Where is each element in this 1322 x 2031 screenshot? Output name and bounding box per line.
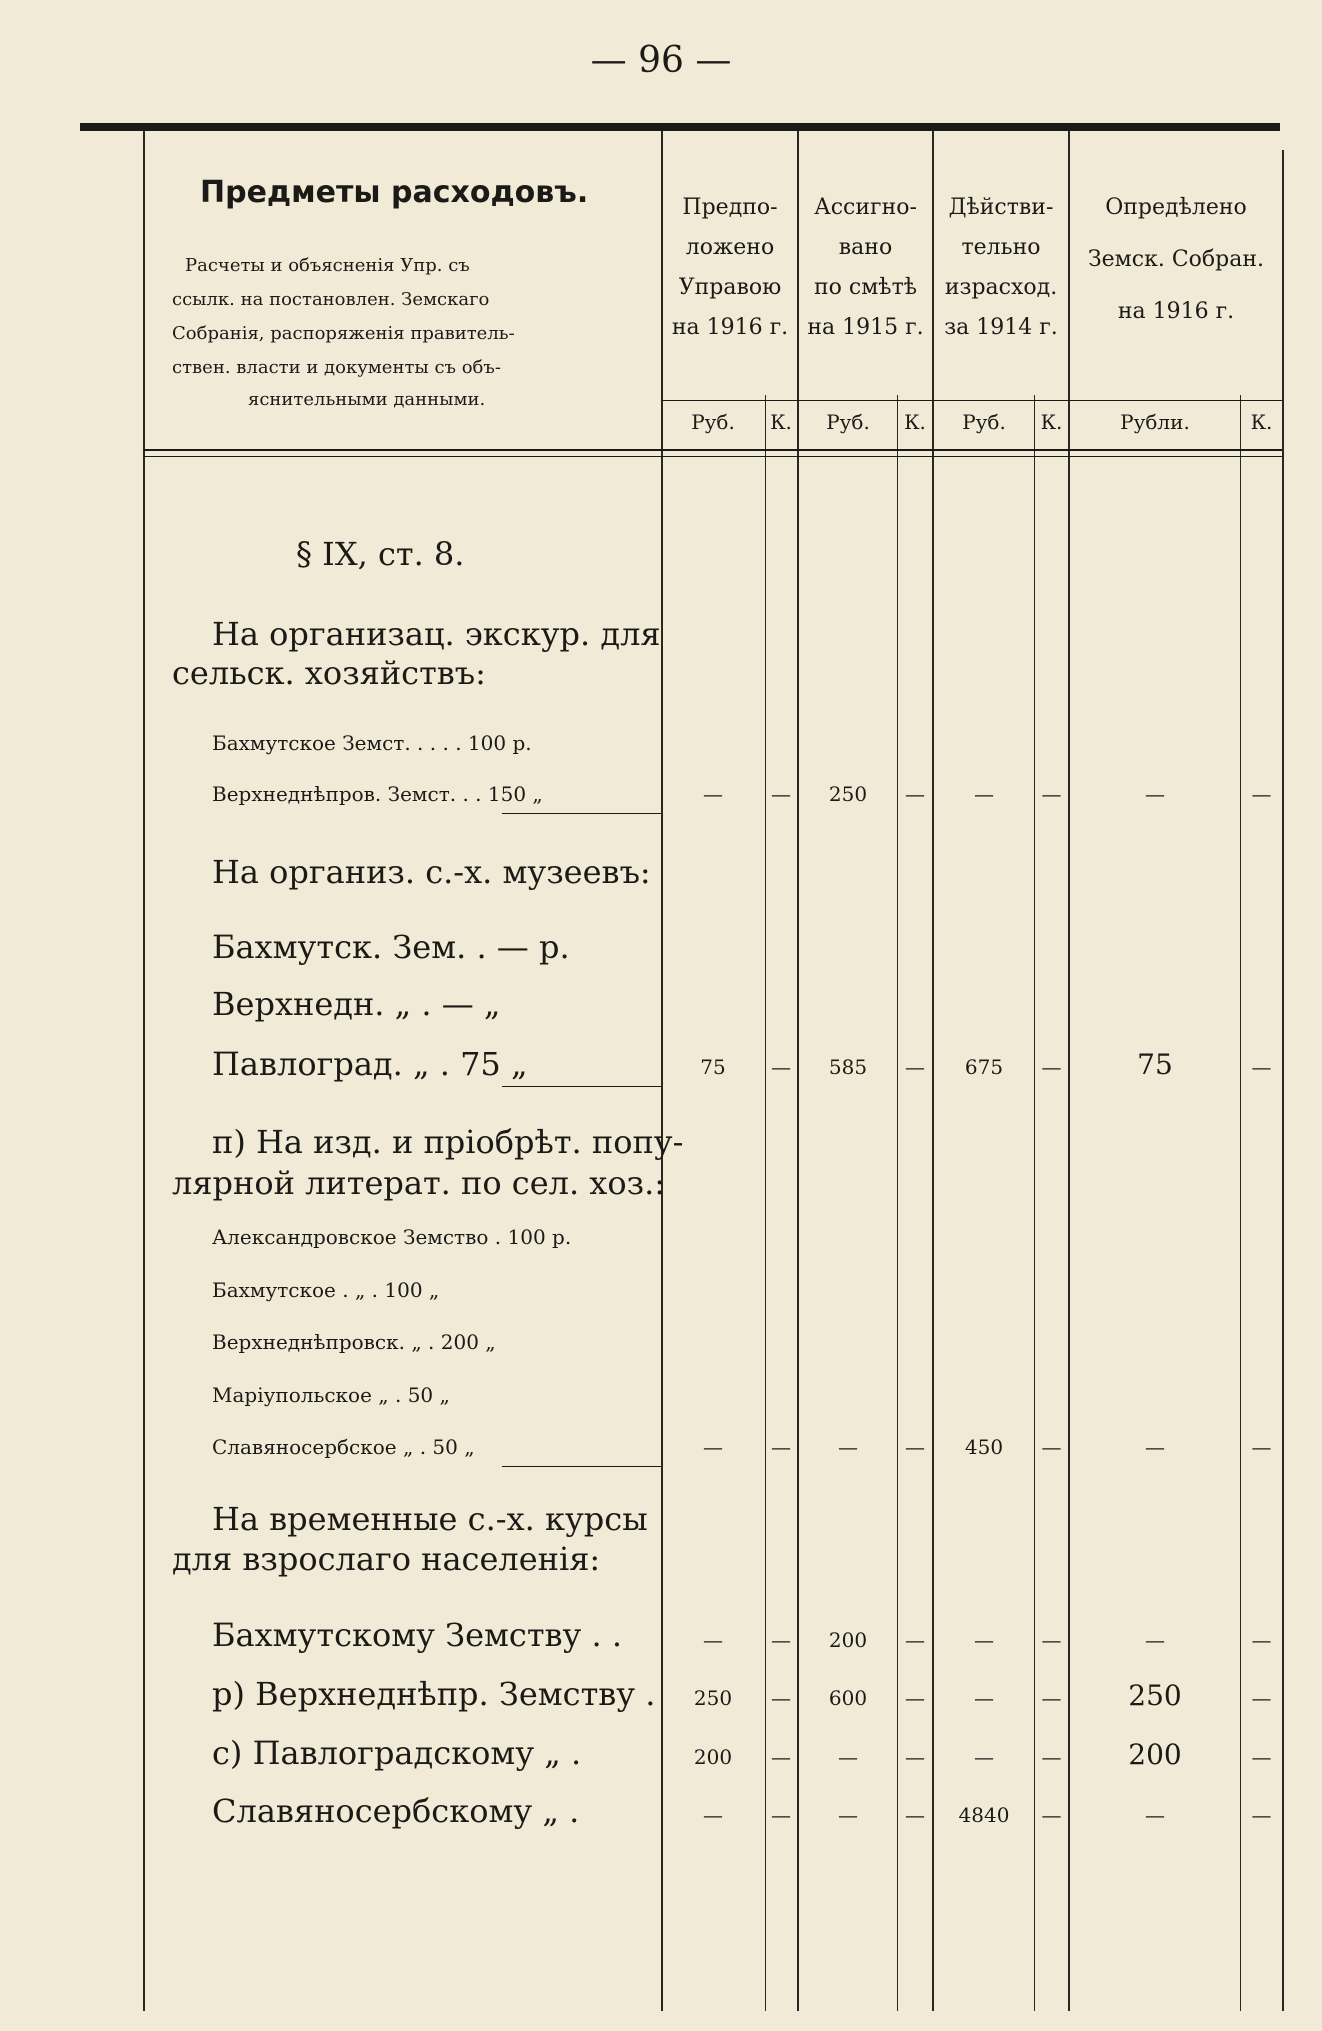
cell-value: — <box>771 1055 791 1079</box>
list-item: сельск. хозяйствъ: <box>172 654 486 692</box>
unit-rub-1: Руб. <box>691 410 735 434</box>
header-subtitle-3: Собранія, распоряженія правитель- <box>172 323 515 344</box>
list-item: Верхнеднѣпровск. „ . 200 „ <box>212 1330 496 1354</box>
cell-value: — <box>1251 1745 1272 1769</box>
cell-value: — <box>1145 1803 1165 1827</box>
col2-header-line: на 1915 г. <box>807 315 924 340</box>
unit-rub-3: Руб. <box>962 410 1006 434</box>
col1-header <box>663 188 797 348</box>
cell-value: — <box>974 1628 994 1652</box>
col4-header <box>1070 188 1282 332</box>
list-item: На организац. экскур. для <box>212 615 661 653</box>
cell-value: 4840 <box>958 1803 1010 1827</box>
cell-value: — <box>771 1686 791 1710</box>
cell-value: — <box>905 1628 925 1652</box>
unit-kop-2: К. <box>904 410 926 434</box>
list-item: лярной литерат. по сел. хоз.: <box>172 1164 666 1202</box>
cell-value: — <box>703 1435 723 1459</box>
col4-header-line: Земск. Собран. <box>1087 247 1265 272</box>
cell-value: — <box>1145 1628 1165 1652</box>
cell-value: — <box>703 1803 723 1827</box>
cell-value: — <box>1251 1686 1272 1710</box>
cell-value: — <box>1251 1055 1272 1079</box>
col2-header-line: по смѣтѣ <box>813 275 918 300</box>
list-item: Бахмутскому Земству . . <box>212 1616 623 1654</box>
header-subtitle-4: ствен. власти и документы съ объ- <box>172 357 501 378</box>
sublist-underline <box>502 1466 662 1467</box>
cell-value: — <box>1041 1435 1062 1459</box>
col4-header-line: на 1916 г. <box>1117 299 1235 324</box>
cell-value: 675 <box>964 1055 1004 1079</box>
list-item: Александровское Земство . 100 р. <box>212 1225 572 1249</box>
cell-value: — <box>905 1435 925 1459</box>
header-bottom-rule <box>143 449 1282 451</box>
cell-value: — <box>1251 1803 1272 1827</box>
page-number: — 96 — <box>590 40 732 81</box>
cell-value: 250 <box>693 1686 733 1710</box>
top-rule <box>80 123 1280 131</box>
cell-value: — <box>703 782 723 806</box>
col1-header-line: ложено <box>685 235 775 260</box>
col3-header-line: израсход. <box>944 275 1058 300</box>
unit-rubli-4: Рубли. <box>1120 410 1190 434</box>
cell-value: — <box>1251 782 1272 806</box>
header-subtitle-2: ссылк. на постановлен. Земскаго <box>172 289 490 310</box>
col4-header-line: Опредѣлено <box>1105 195 1247 220</box>
list-item: Павлоград. „ . 75 „ <box>212 1045 528 1083</box>
col2-header-line: Ассигно- <box>814 195 917 220</box>
section-heading: § IX, ст. 8. <box>296 535 465 573</box>
cell-value: — <box>905 782 925 806</box>
cell-value: — <box>1041 1803 1062 1827</box>
col3-header-line: за 1914 г. <box>944 315 1058 340</box>
cell-value: — <box>1251 1435 1272 1459</box>
cell-value: — <box>1041 1628 1062 1652</box>
list-item: Славяносербское „ . 50 „ <box>212 1435 475 1459</box>
cell-value: — <box>771 1435 791 1459</box>
cell-value: 450 <box>964 1435 1004 1459</box>
header-title: Предметы расходовъ. <box>200 175 589 210</box>
cell-value: 75 <box>700 1055 726 1079</box>
cell-value: — <box>771 1628 791 1652</box>
cell-value: 600 <box>828 1686 868 1710</box>
cell-value: 585 <box>828 1055 868 1079</box>
cell-value: — <box>1251 1628 1272 1652</box>
list-item: для взрослаго населенія: <box>172 1540 601 1578</box>
list-item: Верхнедн. „ . — „ <box>212 985 501 1023</box>
list-item: На временные с.-х. курсы <box>212 1500 648 1538</box>
cell-value: — <box>974 1745 994 1769</box>
cell-value: — <box>838 1803 858 1827</box>
col3-header-line: тельно <box>961 235 1041 260</box>
col1-header-line: на 1916 г. <box>671 315 789 340</box>
cell-value: 200 <box>828 1628 868 1652</box>
col3-header-line: Дѣйстви- <box>948 195 1054 220</box>
list-item: На организ. с.-х. музеевъ: <box>212 853 651 891</box>
col3-header <box>934 188 1068 348</box>
list-item: Бахмутское Земст. . . . . 100 р. <box>212 731 532 755</box>
list-item: Маріупольское „ . 50 „ <box>212 1383 450 1407</box>
header-bottom-rule-2 <box>143 456 1282 457</box>
sublist-underline <box>502 1086 662 1087</box>
cell-value: 250 <box>828 782 868 806</box>
col2-header <box>799 188 932 348</box>
unit-kop-1: К. <box>770 410 792 434</box>
table-right-border <box>1282 150 1284 2011</box>
unit-kop-3: К. <box>1040 410 1063 434</box>
list-item: Бахмутское . „ . 100 „ <box>212 1278 440 1302</box>
cell-value: — <box>838 1435 858 1459</box>
cell-value: — <box>1145 1435 1165 1459</box>
list-item: Верхнеднѣпров. Земст. . . 150 „ <box>212 782 543 806</box>
list-item: р) Верхнеднѣпр. Земству . <box>212 1675 656 1713</box>
col1-header-line: Предпо- <box>682 195 778 220</box>
cell-value: — <box>1041 1055 1062 1079</box>
cell-value: — <box>771 1803 791 1827</box>
cell-value: — <box>703 1628 723 1652</box>
unit-kop-4: К. <box>1250 410 1273 434</box>
list-item: Славяносербскому „ . <box>212 1792 580 1830</box>
cell-value: — <box>1145 782 1165 806</box>
cell-value: — <box>905 1686 925 1710</box>
header-subtitle-1: Расчеты и объясненія Упр. съ <box>185 255 470 276</box>
unit-rub-2: Руб. <box>826 410 870 434</box>
cell-value: — <box>838 1745 858 1769</box>
cell-value: — <box>905 1055 925 1079</box>
cell-value: — <box>974 1686 994 1710</box>
header-subtitle-5: яснительными данными. <box>248 389 486 410</box>
cell-value: 75 <box>1137 1048 1173 1081</box>
cell-value: — <box>1041 782 1062 806</box>
sublist-underline <box>502 813 662 814</box>
cell-value: — <box>771 1745 791 1769</box>
cell-value: — <box>905 1803 925 1827</box>
cell-value: — <box>974 782 994 806</box>
col2-header-line: вано <box>838 235 893 260</box>
list-item: Бахмутск. Зем. . — р. <box>212 928 570 966</box>
cell-value: — <box>1041 1745 1062 1769</box>
cell-value: 200 <box>693 1745 733 1769</box>
cell-value: 250 <box>1128 1679 1182 1712</box>
cell-value: 200 <box>1128 1738 1182 1771</box>
units-rule <box>661 400 1282 401</box>
col1-header-line: Управою <box>678 275 782 300</box>
table-left-border <box>143 131 145 2011</box>
cell-value: — <box>771 782 791 806</box>
list-item: с) Павлоградскому „ . <box>212 1734 582 1772</box>
cell-value: — <box>905 1745 925 1769</box>
cell-value: — <box>1041 1686 1062 1710</box>
list-item: п) На изд. и пріобрѣт. попу- <box>212 1123 684 1161</box>
